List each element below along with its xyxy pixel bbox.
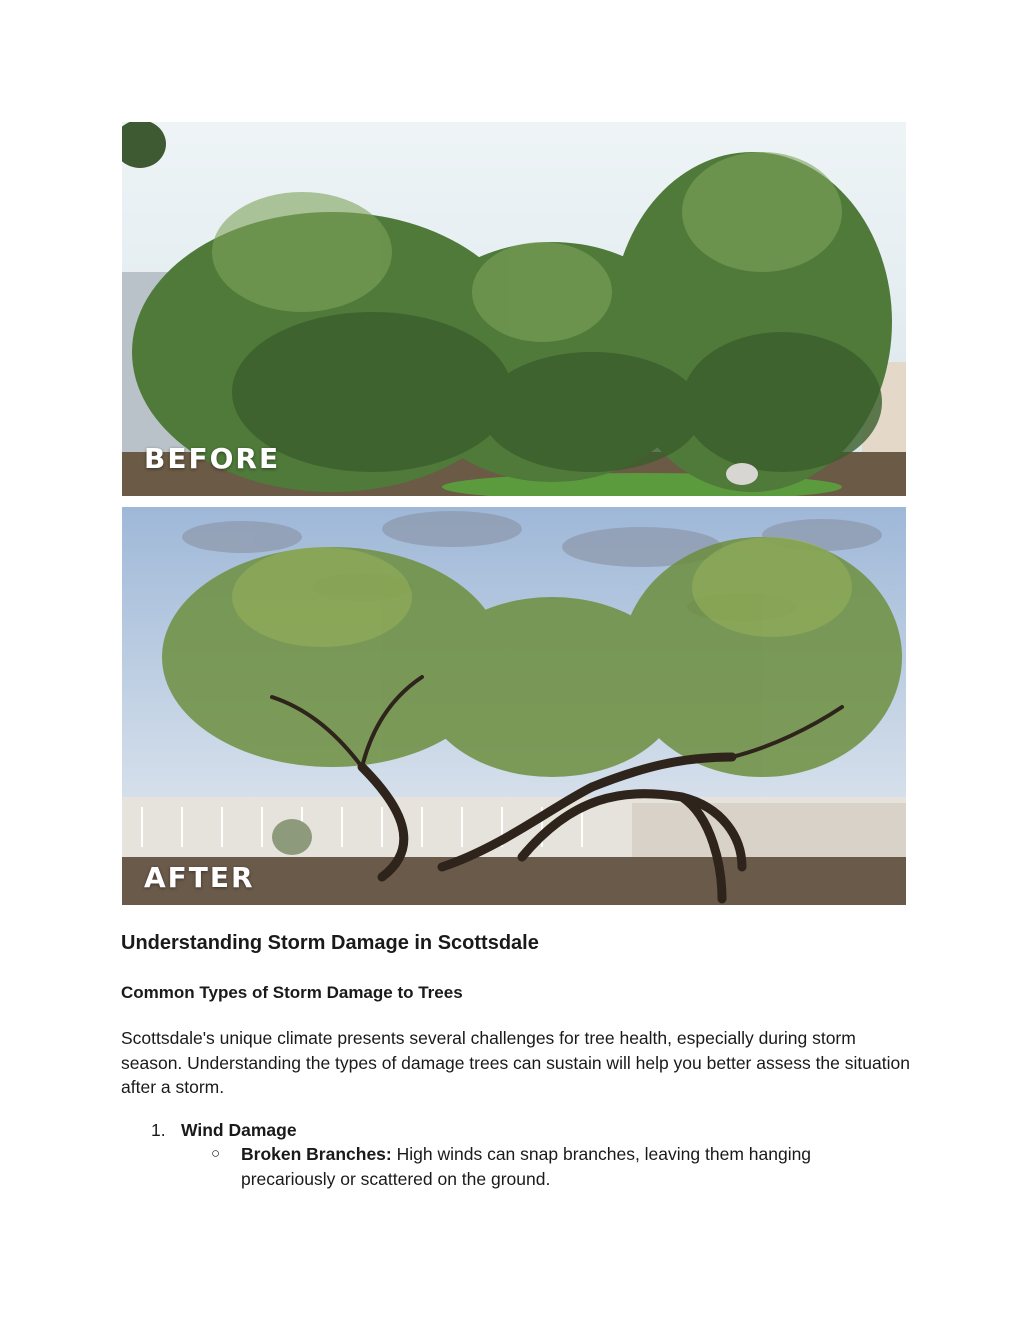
intro-paragraph: Scottsdale's unique climate presents several challenges for tree health, especially during storm season. Understanding the types of damage trees can sustain will help you better assess the situation after a storm. (121, 1028, 910, 1097)
after-photo (122, 507, 906, 905)
before-tree-illustration (122, 122, 906, 496)
before-photo (122, 122, 906, 496)
list-item-number: 1. (151, 1120, 166, 1140)
after-tree-illustration (122, 507, 906, 905)
section-heading: Understanding Storm Damage in Scottsdale (121, 932, 539, 954)
sub-item-term: Broken Branches: (241, 1144, 392, 1164)
sub-item (241, 1142, 881, 1191)
list-item-title: Wind Damage (181, 1120, 297, 1140)
sub-item-bullet: ○ (211, 1145, 221, 1162)
sub-item-text: High winds can snap branches, leaving them hanging precariously or scattered on the ground. (241, 1144, 812, 1189)
section-subheading: Common Types of Storm Damage to Trees (121, 983, 463, 1002)
after-label: AFTER (144, 861, 255, 894)
before-label: BEFORE (144, 442, 281, 475)
